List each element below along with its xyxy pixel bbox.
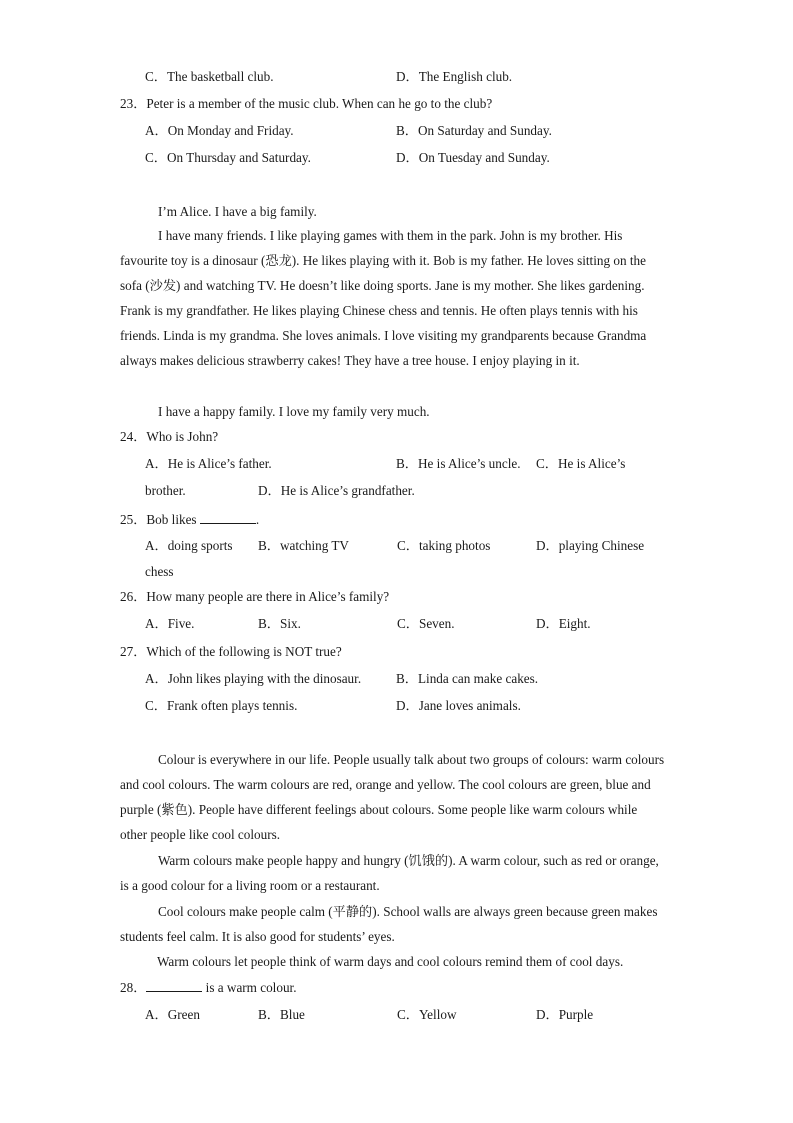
q27-stem: 27．Which of the following is NOT true? — [120, 644, 342, 659]
q25-option-c: C．taking photos — [397, 538, 491, 553]
q25-stem-text: 25．Bob likes — [120, 512, 197, 527]
q24-option-b: B．He is Alice’s uncle. — [396, 456, 521, 471]
q25-option-a: A．doing sports — [145, 538, 233, 553]
q24-option-a: A．He is Alice’s father. — [145, 456, 272, 471]
colour-passage-p3: Cool colours make people calm (平静的). School walls are always green because green makes students feel calm. It is also good for students’ eyes. — [120, 904, 658, 944]
q25-stem — [120, 511, 259, 528]
q26-option-c: C．Seven. — [397, 616, 455, 631]
q28-number: 28． — [120, 980, 147, 995]
q24-option-d: D．He is Alice’s grandfather. — [258, 483, 415, 498]
q25-option-d: D．playing Chinese — [536, 538, 645, 553]
q28-option-c: C．Yellow — [397, 1007, 457, 1022]
q24-option-c-continued: brother. — [145, 483, 186, 498]
q26-stem: 26．How many people are there in Alice’s family? — [120, 589, 390, 604]
q22-option-d: D．The English club. — [396, 69, 513, 84]
q26-option-d: D．Eight. — [536, 616, 591, 631]
q28-option-b: B．Blue — [258, 1007, 305, 1022]
q27-option-c: C．Frank often plays tennis. — [145, 698, 298, 713]
q24-stem: 24．Who is John? — [120, 429, 219, 444]
q27-option-b: B．Linda can make cakes. — [396, 671, 539, 686]
q25-option-b: B．watching TV — [258, 538, 349, 553]
q28-option-a: A．Green — [145, 1007, 200, 1022]
alice-passage-closing: I have a happy family. I love my family very much. — [158, 404, 430, 419]
q24-option-c: C．He is Alice’s — [536, 456, 626, 471]
q25-stem-period: . — [255, 512, 260, 527]
colour-passage-p1: Colour is everywhere in our life. People usually talk about two groups of colours: warm colours and cool colours. The warm colours are red, orange and yellow. The cool colours are green, blue and purple (紫色). People have different feelings about colours. Some people like warm colours while other people like cool colours. — [120, 752, 665, 842]
q28-option-d: D．Purple — [536, 1007, 594, 1022]
q23-stem: 23．Peter is a member of the music club. When can he go to the club? — [120, 96, 493, 111]
q26-option-b: B．Six. — [258, 616, 301, 631]
colour-passage-p4: Warm colours let people think of warm days and cool colours remind them of cool days. — [157, 954, 624, 969]
alice-passage-intro: I’m Alice. I have a big family. — [158, 204, 317, 219]
q23-option-c: C．On Thursday and Saturday. — [145, 150, 311, 165]
q23-option-d: D．On Tuesday and Sunday. — [396, 150, 550, 165]
q27-option-d: D．Jane loves animals. — [396, 698, 521, 713]
q27-option-a: A．John likes playing with the dinosaur. — [145, 671, 362, 686]
colour-passage-p2: Warm colours make people happy and hungry (饥饿的). A warm colour, such as red or orange, is a good colour for a living room or a restaurant. — [120, 853, 659, 893]
q22-option-c: C．The basketball club. — [145, 69, 274, 84]
q26-option-a: A．Five. — [145, 616, 195, 631]
q25-option-d-continued: chess — [145, 564, 174, 579]
alice-passage-body: I have many friends. I like playing games with them in the park. John is my brother. His favourite toy is a dinosaur (恐龙). He likes playing with it. Bob is my father. He loves sitting on the sofa (沙发) and watching TV. He doesn’t like doing sports. Jane is my mother. She likes gardening. Frank is my grandfather. He likes playing Chinese chess and tennis. He often plays tennis with his friends. Linda is my grandma. She loves animals. I love visiting my grandparents because Grandma always makes delicious strawberry cakes! They have a tree house. I enjoy playing in it. — [120, 228, 647, 368]
q23-option-a: A．On Monday and Friday. — [145, 123, 294, 138]
answer-blank — [146, 979, 202, 992]
answer-blank — [200, 511, 256, 524]
q28-stem-text: is a warm colour. — [205, 980, 297, 995]
q23-option-b: B．On Saturday and Sunday. — [396, 123, 552, 138]
q28-stem — [120, 979, 297, 996]
